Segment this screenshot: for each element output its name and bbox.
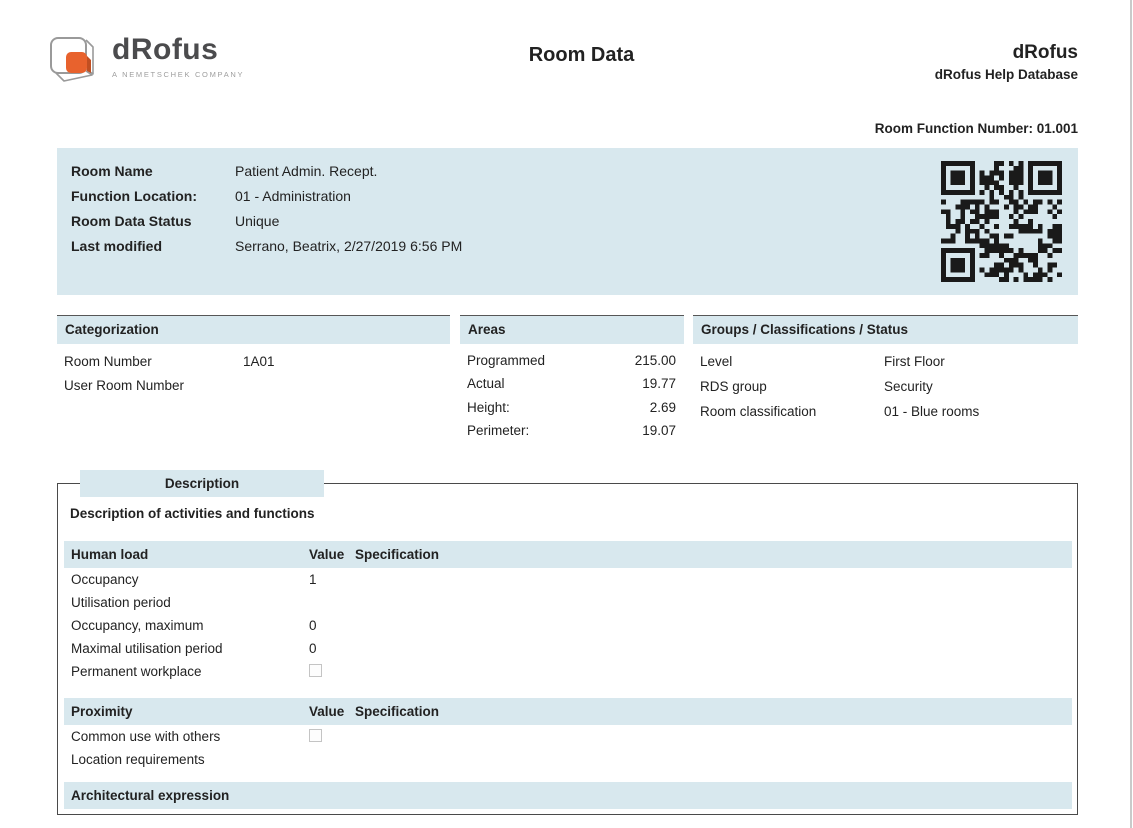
section-groups-classifications-status	[693, 315, 1078, 425]
permanent-workplace-checkbox[interactable]	[309, 664, 322, 677]
row-value: 19.07	[642, 423, 676, 439]
qr-code	[941, 161, 1062, 282]
info-value: Serrano, Beatrix, 2/27/2019 6:56 PM	[235, 237, 463, 254]
row-label: Actual	[467, 376, 505, 392]
row-occupancy-maximum	[64, 614, 1072, 637]
row-label: Utilisation period	[71, 595, 171, 610]
row-label: User Room Number	[64, 378, 185, 394]
row-value: First Floor	[884, 354, 945, 370]
row-user-room-number	[57, 374, 450, 399]
row-label: Programmed	[467, 353, 546, 369]
info-row-room-data-status	[71, 209, 462, 234]
row-level	[693, 349, 1078, 374]
row-rds-group	[693, 374, 1078, 399]
table-title: Architectural expression	[71, 788, 230, 803]
proximity-rows	[64, 725, 1072, 771]
info-value: Unique	[235, 212, 280, 229]
row-occupancy	[64, 568, 1072, 591]
row-value: 2.69	[649, 399, 676, 415]
room-info-rows	[71, 159, 462, 258]
info-value: Patient Admin. Recept.	[235, 163, 378, 180]
row-label: Height:	[467, 399, 510, 415]
architectural-expression-header	[64, 782, 1072, 809]
brand-subtitle: dRofus Help Database	[934, 66, 1078, 82]
row-value: 01 - Blue rooms	[884, 404, 980, 420]
table-title: Proximity	[71, 704, 133, 719]
human-load-header	[64, 541, 1072, 568]
proximity-header	[64, 698, 1072, 725]
row-value: 0	[309, 641, 317, 656]
room-info-panel	[57, 148, 1078, 295]
section-categorization	[57, 315, 450, 398]
section-areas	[460, 315, 684, 442]
row-room-number	[57, 349, 450, 374]
row-label: Room classification	[700, 404, 817, 420]
column-header-value: Value	[309, 547, 345, 562]
row-label: Level	[700, 354, 733, 370]
section-header: Categorization	[57, 315, 450, 344]
info-row-room-name	[71, 159, 462, 184]
brand-name: dRofus	[1012, 42, 1078, 63]
column-header-value: Value	[309, 704, 345, 719]
info-value: 01 - Administration	[235, 188, 351, 205]
info-row-function-location	[71, 184, 462, 209]
page-title: Room Data	[528, 44, 635, 66]
logo-tagline: A NEMETSCHEK COMPANY	[112, 69, 245, 79]
row-height	[460, 396, 684, 419]
row-label: Perimeter:	[467, 423, 530, 439]
row-actual	[460, 372, 684, 395]
row-location-requirements	[64, 748, 1072, 771]
info-label: Room Name	[71, 163, 153, 180]
logo-name: dRofus	[112, 33, 219, 66]
description-tab: Description	[80, 470, 324, 497]
row-label: RDS group	[700, 379, 767, 395]
header-brand-block	[935, 43, 1078, 82]
row-value: 215.00	[634, 353, 676, 369]
row-value: Security	[884, 379, 933, 395]
row-value: 1A01	[243, 353, 275, 369]
info-label: Last modified	[71, 237, 163, 254]
row-maximal-utilisation-period	[64, 637, 1072, 660]
row-programmed	[460, 349, 684, 372]
row-label: Room Number	[64, 353, 152, 369]
row-room-classification	[693, 399, 1078, 424]
column-header-specification: Specification	[355, 547, 440, 562]
common-use-checkbox[interactable]	[309, 729, 322, 742]
info-label: Room Data Status	[71, 212, 192, 229]
table-title: Human load	[71, 547, 149, 562]
row-label: Occupancy	[71, 572, 139, 587]
row-perimeter	[460, 419, 684, 442]
row-value: 0	[309, 618, 317, 633]
description-section	[57, 476, 1078, 815]
human-load-rows	[64, 568, 1072, 683]
row-label: Common use with others	[71, 729, 221, 744]
info-label: Function Location:	[71, 188, 197, 205]
row-utilisation-period	[64, 591, 1072, 614]
row-common-use-with-others	[64, 725, 1072, 748]
page-right-edge	[1130, 0, 1132, 828]
room-function-number: Room Function Number: 01.001	[874, 121, 1078, 136]
row-permanent-workplace	[64, 660, 1072, 683]
row-label: Occupancy, maximum	[71, 618, 204, 633]
row-value: 1	[309, 572, 317, 587]
section-header: Groups / Classifications / Status	[693, 315, 1078, 344]
info-row-last-modified	[71, 233, 462, 258]
row-label: Maximal utilisation period	[71, 641, 223, 656]
row-label: Permanent workplace	[71, 664, 202, 679]
column-header-specification: Specification	[355, 704, 440, 719]
row-value: 19.77	[642, 376, 676, 392]
description-heading: Description of activities and functions	[70, 506, 315, 521]
row-label: Location requirements	[71, 752, 205, 767]
section-header: Areas	[460, 315, 684, 344]
